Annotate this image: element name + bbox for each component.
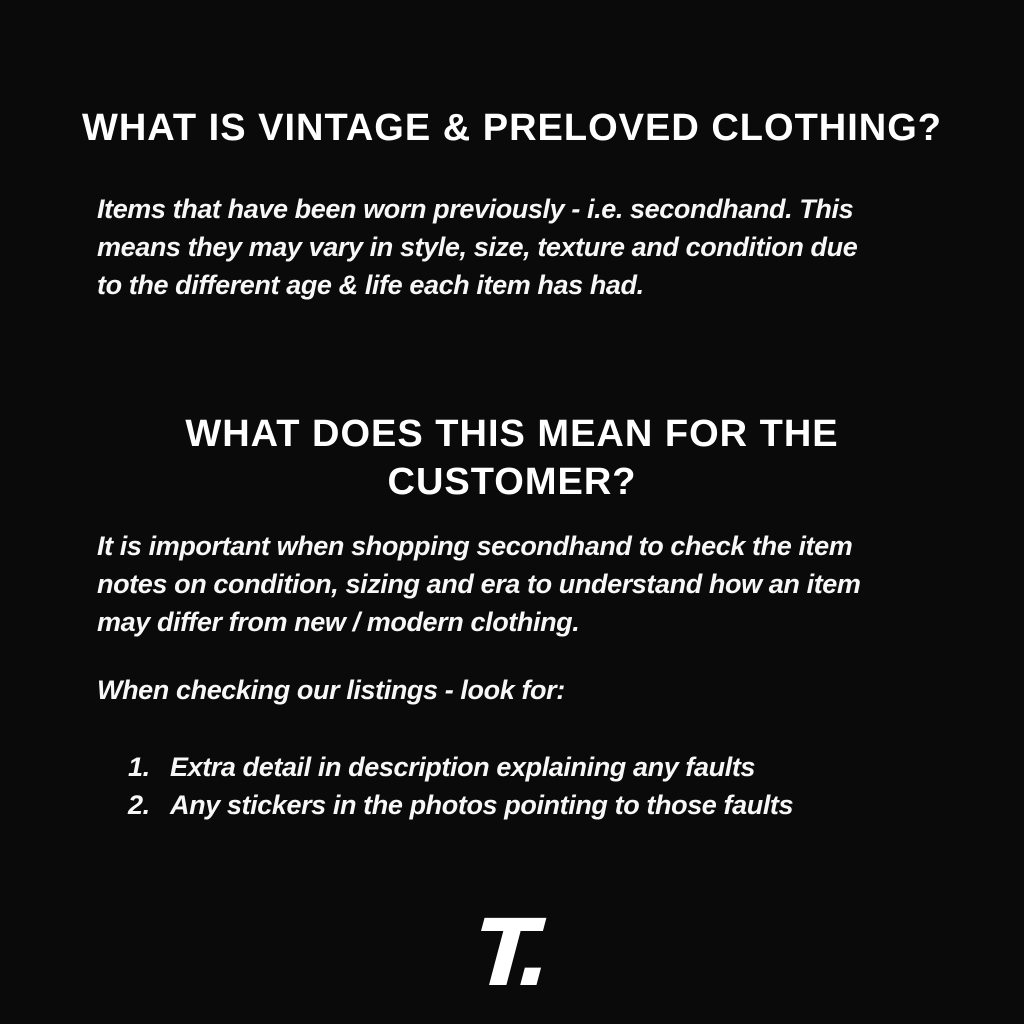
list-item-text: Any stickers in the photos pointing to those faults (170, 790, 794, 820)
brand-logo-text: T. (471, 900, 553, 1007)
intro-line: to the different age & life each item has had. (97, 270, 644, 300)
section-title-line: WHAT DOES THIS MEAN FOR THE (185, 412, 839, 455)
list-item-number: 2. (128, 790, 150, 820)
customer-paragraph (97, 527, 861, 641)
list-item (128, 748, 793, 786)
customer-line: may differ from new / modern clothing. (97, 607, 580, 637)
brand-logo (0, 900, 1024, 1007)
listings-note: When checking our listings - look for: (97, 675, 565, 705)
intro-line: Items that have been worn previously - i.e. secondhand. This (97, 194, 854, 224)
customer-line: notes on condition, sizing and era to understand how an item (97, 569, 861, 599)
intro-line: means they may vary in style, size, texture and condition due (97, 232, 858, 262)
section-title-line: CUSTOMER? (387, 460, 637, 503)
intro-paragraph (97, 190, 857, 304)
page-title: WHAT IS VINTAGE & PRELOVED CLOTHING? (81, 107, 943, 150)
fault-checklist (128, 748, 793, 824)
list-item-number: 1. (128, 752, 150, 782)
customer-line: It is important when shopping secondhand to check the item (97, 531, 853, 561)
list-item (128, 786, 793, 824)
section-title-customer (0, 410, 1024, 506)
list-item-text: Extra detail in description explaining any faults (170, 752, 756, 782)
